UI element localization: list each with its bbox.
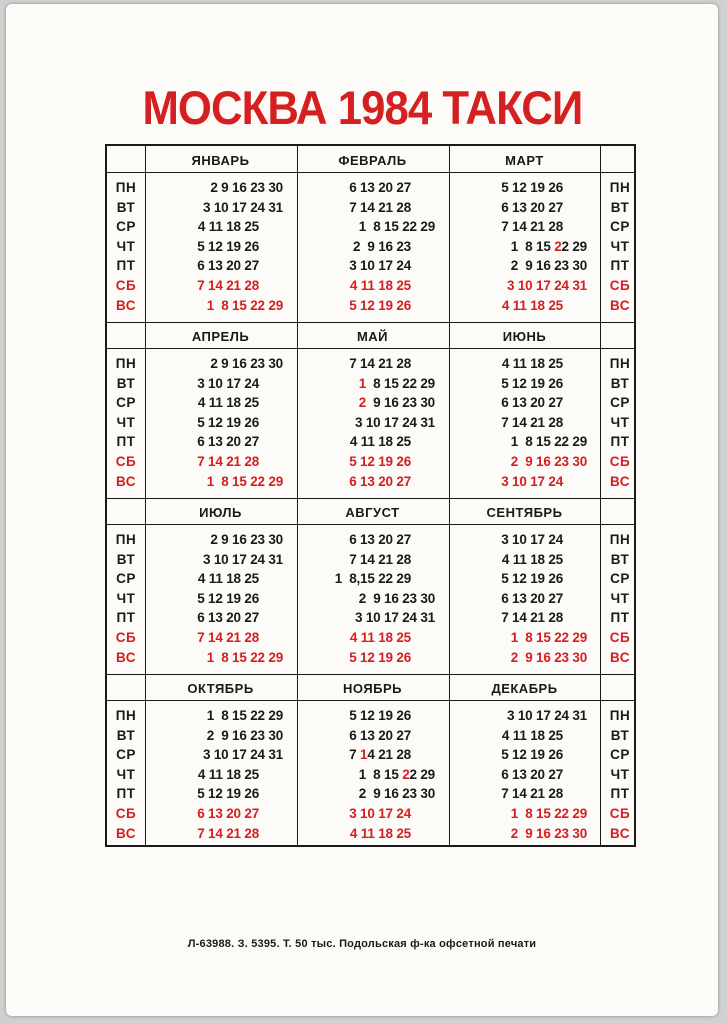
week-row: 1 8,15 22 29: [334, 571, 411, 587]
week-row: 5 12 19 26: [501, 571, 563, 587]
week-row: 6 13 20 27: [349, 727, 411, 743]
month-name: ФЕВРАЛЬ: [338, 153, 407, 168]
week-row: 5 12 19 26: [197, 238, 259, 254]
week-row: 5 12 19 26: [349, 454, 411, 469]
week-row: 6 13 20 27: [197, 806, 259, 821]
weekday-label-right: СР: [610, 571, 630, 587]
week-row: 7 14 21 28: [197, 630, 259, 645]
weekday-label-left: СР: [116, 219, 136, 235]
weekday-label-right: ПТ: [610, 258, 630, 274]
weekday-label-left: ВС: [116, 825, 136, 841]
week-row: 6 13 20 27: [197, 434, 259, 450]
weekday-label-right: ЧТ: [610, 414, 630, 430]
weekday-label-left: ВС: [116, 297, 136, 313]
week-row: 4 11 18 25: [349, 630, 411, 645]
weekday-label-right: СБ: [609, 630, 631, 645]
weekday-label-left: СБ: [115, 630, 137, 645]
weekday-label-left: ЧТ: [116, 414, 136, 430]
grid-column-divider: [145, 146, 146, 845]
weekday-label-left: СР: [116, 571, 136, 587]
month-name: ИЮНЬ: [502, 329, 547, 344]
weekday-label-right: ЧТ: [610, 766, 630, 782]
week-row: 4 11 18 25: [501, 551, 563, 567]
week-row: 7 14 21 28: [349, 199, 411, 215]
week-row: 7 14 21 28: [501, 610, 563, 626]
weekday-label-left: ВС: [116, 649, 136, 665]
week-row: 5 12 19 26: [197, 590, 259, 606]
week-row: 2 9 16 23 30: [510, 454, 587, 469]
month-name: АПРЕЛЬ: [191, 329, 250, 344]
week-row: 5 12 19 26: [197, 786, 259, 802]
week-row: 3 10 17 24 31: [355, 414, 435, 430]
week-row: 3 10 17 24: [197, 375, 259, 391]
week-row: 2 9 16 23 30: [358, 590, 435, 606]
weekday-label-left: ВТ: [116, 727, 136, 743]
grid-column-divider: [449, 146, 450, 845]
week-row: 2 9 16 23 30: [210, 180, 283, 195]
weekday-label-right: СБ: [609, 806, 631, 821]
weekday-label-left: СБ: [115, 806, 137, 821]
week-row: 2 9 16 23 30: [210, 532, 283, 547]
week-row: 2 9 16 23: [352, 238, 411, 254]
weekday-label-right: СР: [610, 219, 630, 235]
weekday-label-right: ПН: [609, 356, 631, 371]
weekday-label-right: ПТ: [610, 434, 630, 450]
week-row: 1 8 15 22 29: [358, 766, 435, 782]
week-row: 6 13 20 27: [501, 395, 563, 411]
week-row: 7 14 21 28: [501, 219, 563, 235]
week-row: 1 8 15 22 29: [510, 806, 587, 821]
weekday-label-right: ПТ: [610, 610, 630, 626]
week-row: 2 9 16 23 30: [510, 825, 587, 841]
week-row: 4 11 18 25: [501, 297, 563, 313]
month-header-divider: [107, 348, 634, 349]
week-row: 5 12 19 26: [349, 297, 411, 313]
week-row: 6 13 20 27: [501, 199, 563, 215]
week-row: 3 10 17 24 31: [203, 747, 283, 763]
week-row: 4 11 18 25: [197, 219, 259, 235]
weekday-label-left: ЧТ: [116, 766, 136, 782]
grid-row-divider: [107, 322, 634, 323]
week-row: 1 8 15 22 29: [206, 649, 283, 665]
week-row: 1 8 15 22 29: [358, 219, 435, 235]
week-row: 6 13 20 27: [349, 473, 411, 489]
week-row: 3 10 17 24: [501, 532, 563, 547]
weekday-label-left: СР: [116, 395, 136, 411]
week-row: 3 10 17 24 31: [203, 199, 283, 215]
weekday-label-right: ВТ: [610, 727, 630, 743]
week-row: 4 11 18 25: [349, 825, 411, 841]
month-name: ЯНВАРЬ: [191, 153, 250, 168]
month-name: МАЙ: [356, 329, 389, 344]
month-header-divider: [107, 700, 634, 701]
week-row: 6 13 20 27: [501, 766, 563, 782]
calendar-title: МОСКВА 1984 ТАКСИ: [142, 81, 583, 134]
week-row: 2 9 16 23 30: [358, 786, 435, 802]
week-row: 4 11 18 25: [501, 727, 563, 743]
grid-row-divider: [107, 674, 634, 675]
week-row: 1 8 15 22 29: [510, 238, 587, 254]
grid-column-divider: [297, 146, 298, 845]
week-row: 1 8 15 22 29: [206, 297, 283, 313]
weekday-label-left: ЧТ: [116, 590, 136, 606]
calendar-grid: [105, 144, 636, 847]
week-row: 3 10 17 24 31: [355, 610, 435, 626]
weekday-label-right: СР: [610, 395, 630, 411]
weekday-label-left: ПТ: [116, 258, 136, 274]
month-name: ДЕКАБРЬ: [491, 681, 558, 696]
month-header-divider: [107, 172, 634, 173]
week-row: 6 13 20 27: [197, 610, 259, 626]
weekday-label-right: СБ: [609, 278, 631, 293]
month-name: ОКТЯБРЬ: [187, 681, 254, 696]
weekday-label-left: СР: [116, 747, 136, 763]
weekday-label-left: ВС: [116, 473, 136, 489]
week-row: 1 8 15 22 29: [206, 708, 283, 723]
weekday-label-left: ПН: [115, 356, 137, 371]
week-row: 5 12 19 26: [501, 180, 563, 195]
month-name: НОЯБРЬ: [342, 681, 403, 696]
week-row: 2 9 16 23 30: [358, 395, 435, 411]
week-row: 1 8 15 22 29: [358, 375, 435, 391]
month-name: СЕНТЯБРЬ: [486, 505, 563, 520]
week-row: 4 11 18 25: [349, 278, 411, 293]
weekday-label-right: ЧТ: [610, 590, 630, 606]
week-row: 2 9 16 23 30: [510, 649, 587, 665]
week-row: 4 11 18 25: [197, 766, 259, 782]
weekday-label-left: СБ: [115, 278, 137, 293]
calendar-card: [6, 4, 718, 1016]
month-name: МАРТ: [505, 153, 544, 168]
weekday-label-left: ЧТ: [116, 238, 136, 254]
weekday-label-right: ПТ: [610, 786, 630, 802]
grid-row-divider: [107, 498, 634, 499]
weekday-label-left: СБ: [115, 454, 137, 469]
weekday-label-right: ПН: [609, 532, 631, 547]
weekday-label-left: ВТ: [116, 375, 136, 391]
week-row: 3 10 17 24 31: [507, 708, 587, 723]
week-row: 5 12 19 26: [501, 747, 563, 763]
weekday-label-left: ПН: [115, 708, 137, 723]
weekday-label-right: ВС: [610, 825, 630, 841]
weekday-label-right: СР: [610, 747, 630, 763]
week-row: 3 10 17 24: [349, 806, 411, 821]
week-row: 6 13 20 27: [197, 258, 259, 274]
weekday-label-left: ВТ: [116, 199, 136, 215]
weekday-label-right: ВТ: [610, 199, 630, 215]
week-row: 1 8 15 22 29: [206, 473, 283, 489]
week-row: 5 12 19 26: [197, 414, 259, 430]
week-row: 6 13 20 27: [349, 180, 411, 195]
weekday-label-right: ВС: [610, 473, 630, 489]
week-row: 2 9 16 23 30: [206, 727, 283, 743]
weekday-label-left: ПТ: [116, 610, 136, 626]
week-row: 7 14 21 28: [501, 414, 563, 430]
week-row: 6 13 20 27: [501, 590, 563, 606]
week-row: 4 11 18 25: [197, 571, 259, 587]
week-row: 7 14 21 28: [197, 278, 259, 293]
weekday-label-left: ПТ: [116, 786, 136, 802]
week-row: 7 14 21 28: [197, 454, 259, 469]
week-row: 7 14 21 28: [349, 747, 411, 763]
week-row: 7 14 21 28: [349, 356, 411, 371]
print-imprint: Л-63988. З. 5395. Т. 50 тыс. Подольская ф-ка офсетной печати: [187, 938, 537, 950]
week-row: 4 11 18 25: [501, 356, 563, 371]
week-row: 7 14 21 28: [197, 825, 259, 841]
weekday-label-right: ЧТ: [610, 238, 630, 254]
weekday-label-left: ПН: [115, 180, 137, 195]
weekday-label-right: ВТ: [610, 375, 630, 391]
week-row: 5 12 19 26: [501, 375, 563, 391]
month-name: ИЮЛЬ: [199, 505, 242, 520]
week-row: 5 12 19 26: [349, 708, 411, 723]
week-row: 1 8 15 22 29: [510, 630, 587, 645]
week-row: 1 8 15 22 29: [510, 434, 587, 450]
weekday-label-right: ВТ: [610, 551, 630, 567]
week-row: 7 14 21 28: [501, 786, 563, 802]
weekday-label-right: СБ: [609, 454, 631, 469]
week-row: 3 10 17 24: [501, 473, 563, 489]
week-row: 6 13 20 27: [349, 532, 411, 547]
weekday-label-right: ВС: [610, 297, 630, 313]
week-row: 2 9 16 23 30: [210, 356, 283, 371]
weekday-label-left: ВТ: [116, 551, 136, 567]
weekday-label-right: ПН: [609, 708, 631, 723]
week-row: 3 10 17 24 31: [203, 551, 283, 567]
week-row: 7 14 21 28: [349, 551, 411, 567]
week-row: 5 12 19 26: [349, 649, 411, 665]
weekday-label-right: ВС: [610, 649, 630, 665]
weekday-label-left: ПТ: [116, 434, 136, 450]
month-name: АВГУСТ: [345, 505, 400, 520]
weekday-label-right: ПН: [609, 180, 631, 195]
week-row: 2 9 16 23 30: [510, 258, 587, 274]
weekday-label-left: ПН: [115, 532, 137, 547]
month-header-divider: [107, 524, 634, 525]
week-row: 4 11 18 25: [349, 434, 411, 450]
week-row: 3 10 17 24 31: [507, 278, 587, 293]
week-row: 4 11 18 25: [197, 395, 259, 411]
week-row: 3 10 17 24: [349, 258, 411, 274]
